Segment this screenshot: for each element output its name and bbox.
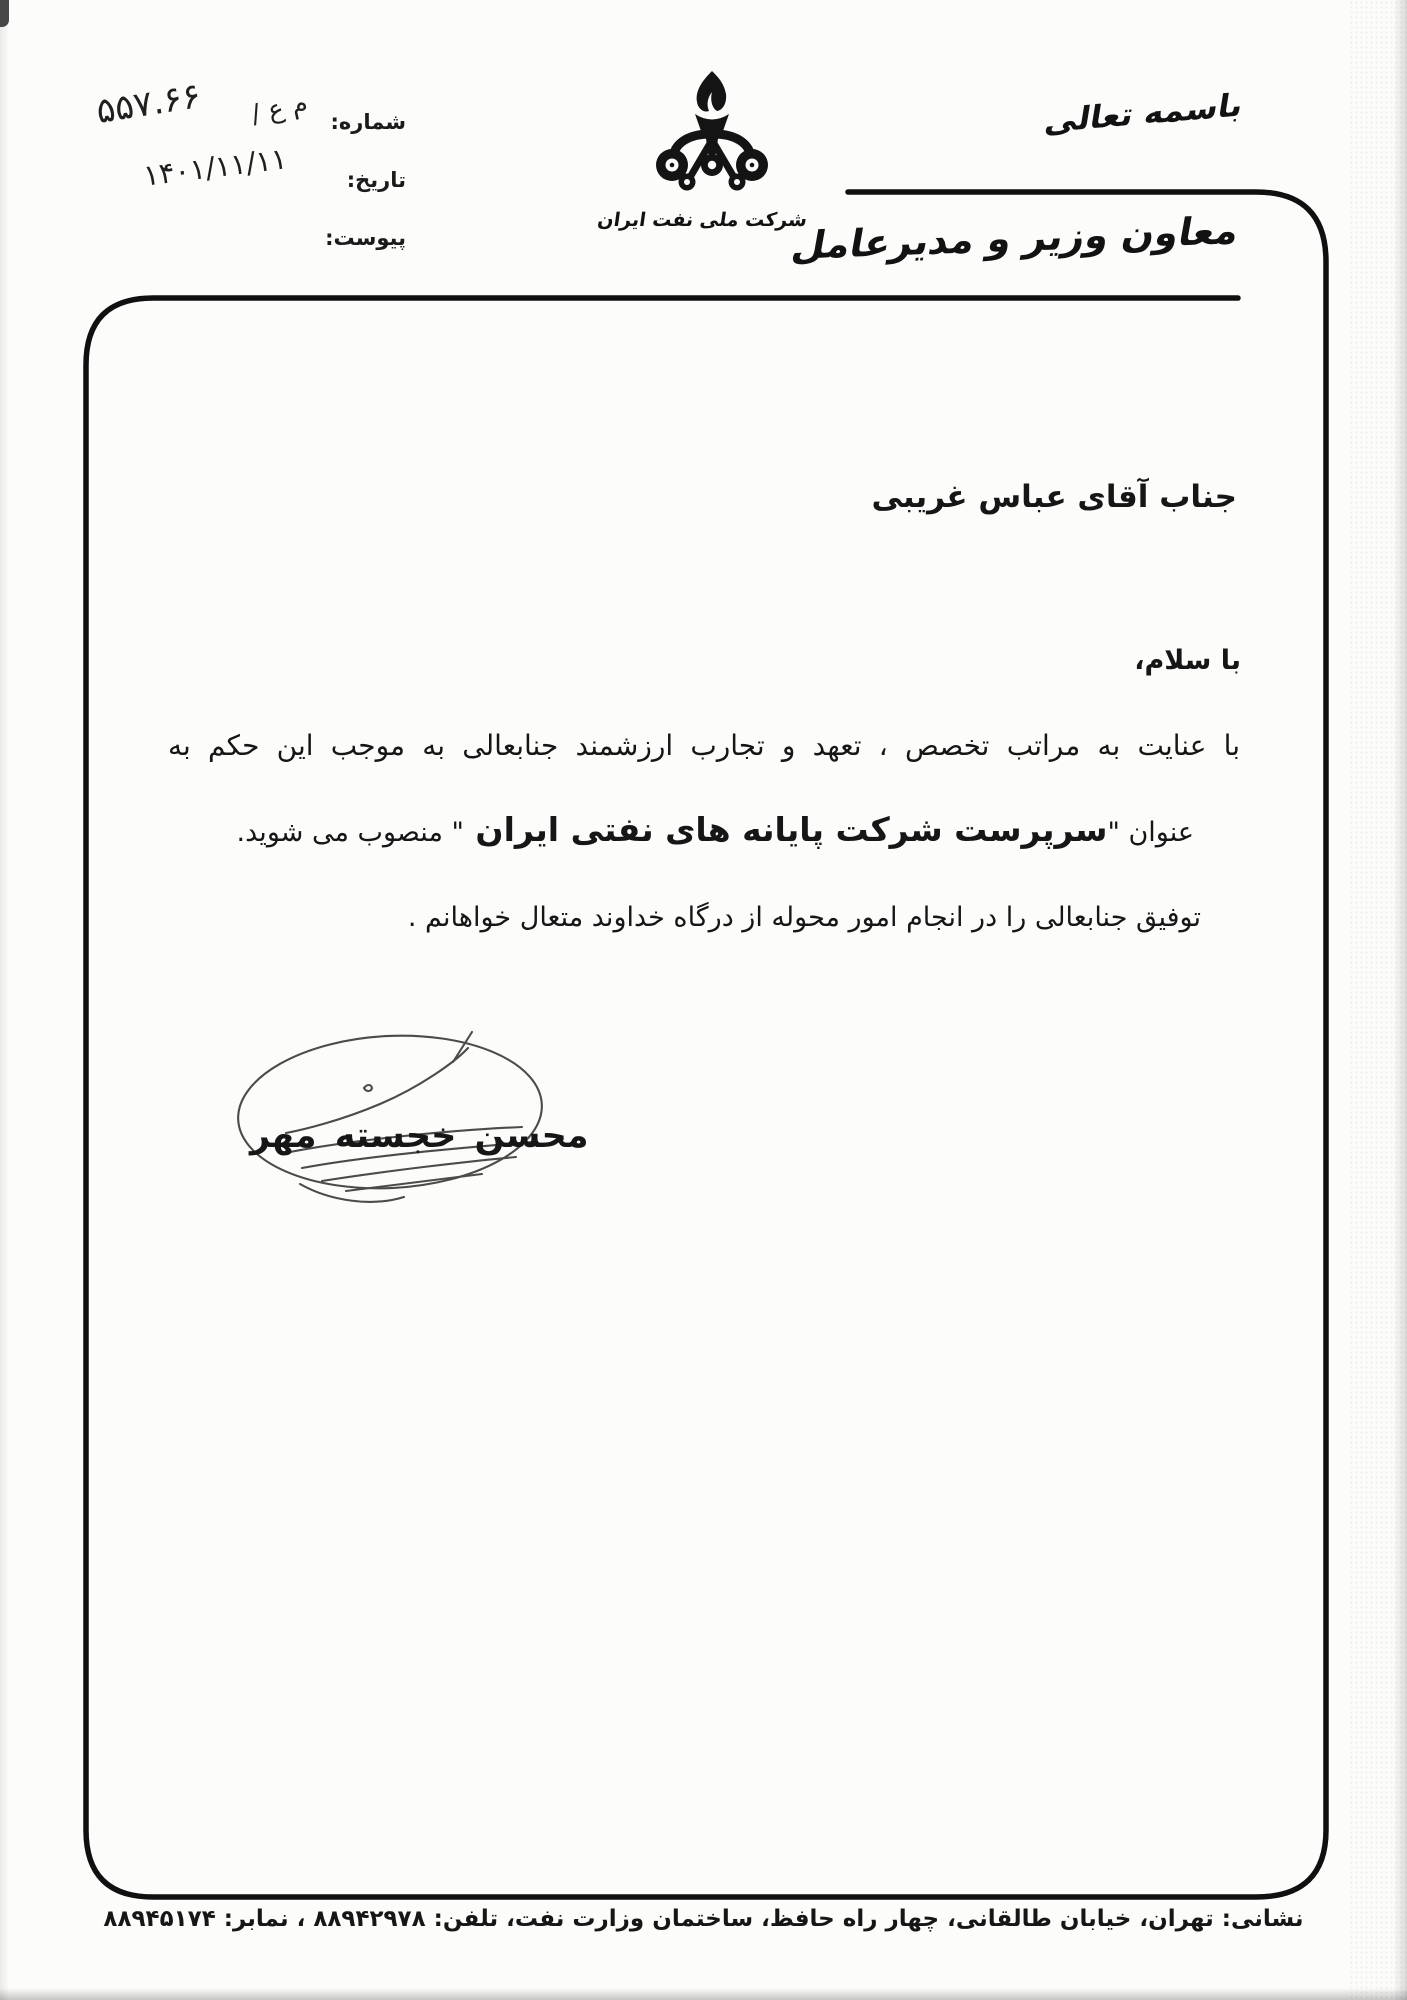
date-handwritten: ۱۴۰۱/۱۱/۱۱ — [141, 141, 289, 193]
body-line-2 — [237, 810, 1194, 849]
letterhead-title: معاون وزیر و مدیرعامل — [788, 208, 1243, 268]
ref-label: شماره: — [330, 110, 406, 134]
body-line-1: با عنایت به مراتب تخصص ، تعهد و تجارب ارزشمند جنابعالی به موجب این حکم به — [168, 729, 1240, 762]
date-label: تاریخ: — [346, 168, 406, 192]
ref-code-handwritten: م ع / — [248, 87, 311, 131]
ref-number-handwritten: ۵۵۷.۶۶ — [93, 76, 204, 132]
bismillah-text: باسمه تعالی — [1042, 85, 1246, 141]
body-line-2-suffix: " منصوب می شوید. — [236, 817, 464, 848]
signatory-name: محسن خجسته مهر — [250, 1116, 589, 1156]
attachment-label: پیوست: — [325, 226, 406, 250]
footer-address: نشانی: تهران، خیابان طالقانی، چهار راه حافظ، ساختمان وزارت نفت، تلفن: ۸۸۹۴۲۹۷۸ ، نمابر: ۸۸۹۴۵۱۷۴ — [103, 1906, 1304, 1932]
letterhead-border — [86, 192, 1326, 1897]
nioc-logo — [632, 68, 792, 208]
signature-scribble — [234, 1028, 546, 1202]
logo-caption: شرکت ملی نفت ایران — [596, 209, 809, 231]
flame-icon — [697, 71, 726, 112]
appointment-title: سرپرست شرکت پایانه های نفتی ایران — [463, 810, 1108, 849]
salutation: با سلام، — [1134, 645, 1241, 676]
recipient-name: جناب آقای عباس غریبی — [871, 479, 1237, 515]
meta-labels — [250, 110, 406, 250]
body-line-2-prefix: عنوان " — [1107, 817, 1194, 848]
body-line-3: توفیق جنابعالی را در انجام امور محوله از درگاه خداوند متعال خواهانم . — [407, 902, 1201, 933]
